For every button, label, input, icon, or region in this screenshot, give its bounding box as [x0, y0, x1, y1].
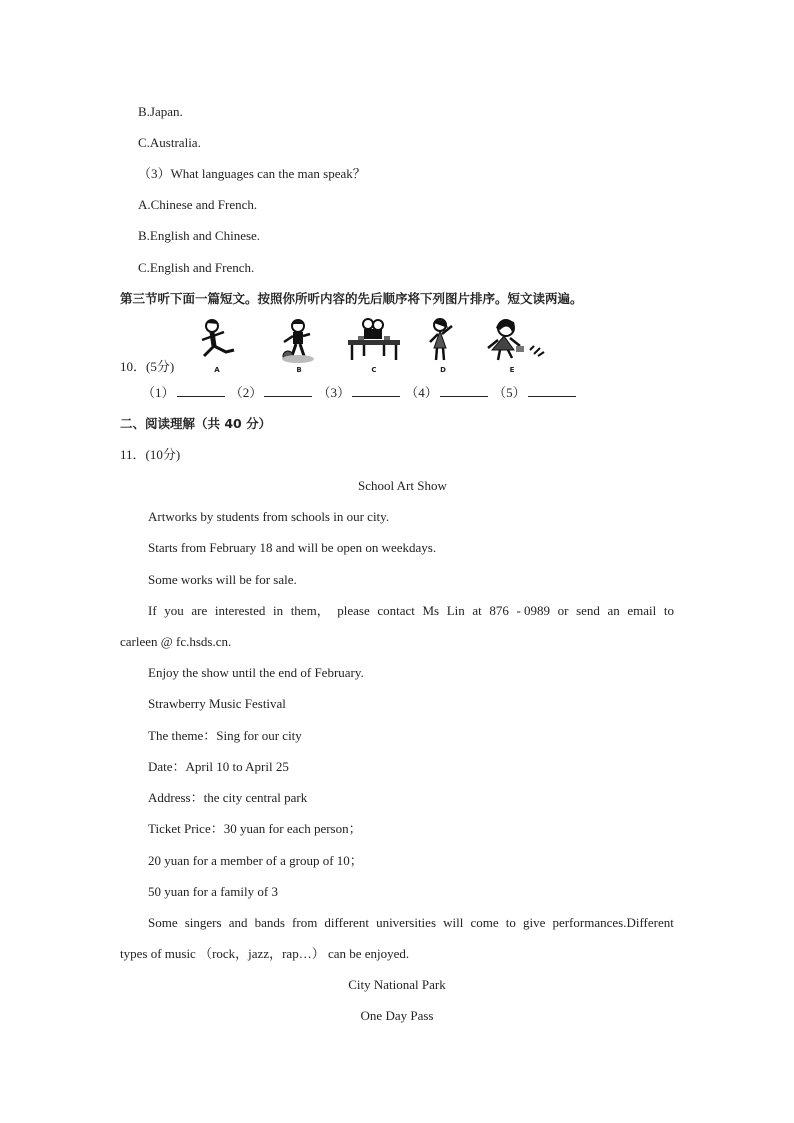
q9-sub3-option-c: C.English and French. — [138, 260, 255, 275]
festival-title: Strawberry Music Festival — [148, 696, 286, 711]
blank-label-1: （1） — [142, 385, 175, 400]
blank-label-3: （3） — [317, 385, 351, 400]
running-child-icon — [192, 316, 242, 366]
answer-blank-3[interactable] — [352, 384, 400, 397]
festival-theme: The theme：Sing for our city — [148, 728, 302, 743]
child-with-ball-icon — [274, 316, 324, 366]
picture-b: B — [274, 316, 324, 372]
answer-blank-2[interactable] — [264, 384, 312, 397]
festival-date: Date：April 10 to April 25 — [148, 759, 289, 774]
q10-answer-blanks — [142, 384, 578, 402]
festival-address: Address：the city central park — [148, 790, 308, 805]
children-at-table-icon — [344, 316, 404, 366]
art-show-line-4: If you are interested in them， please contact Ms Lin at 876 - 0989 or send an email to — [148, 603, 674, 618]
answer-blank-4[interactable] — [440, 384, 488, 397]
art-show-title: School Art Show — [358, 478, 447, 493]
q10-label: 10．(5分) — [120, 359, 175, 374]
girl-playing-icon — [482, 316, 548, 366]
blank-label-2: （2） — [229, 385, 263, 400]
picture-d: D — [418, 316, 468, 372]
picture-c: C — [344, 316, 404, 372]
q9-option-c: C.Australia. — [138, 135, 201, 150]
art-show-line-3: Some works will be for sale. — [148, 572, 297, 587]
festival-ticket-group: 20 yuan for a member of a group of 10； — [148, 853, 363, 868]
answer-blank-1[interactable] — [177, 384, 225, 397]
answer-blank-5[interactable] — [528, 384, 576, 397]
art-show-line-4-cont: carleen @ fc.hsds.cn. — [120, 634, 232, 649]
park-subtitle: One Day Pass — [360, 1008, 434, 1023]
art-show-line-2: Starts from February 18 and will be open on weekdays. — [148, 540, 437, 555]
q9-sub3-option-b: B.English and Chinese. — [138, 228, 261, 243]
park-title: City National Park — [348, 977, 446, 992]
art-show-line-1: Artworks by students from schools in our city. — [148, 509, 390, 524]
q11-label: 11．(10分) — [120, 447, 181, 462]
picture-strip — [192, 316, 552, 372]
q9-option-b: B.Japan. — [138, 104, 183, 119]
part2-heading: 二、阅读理解（共 40 分） — [120, 416, 272, 431]
festival-description: Some singers and bands from different universities will come to give performances.Different — [148, 915, 674, 930]
festival-ticket-price: Ticket Price：30 yuan for each person； — [148, 821, 362, 836]
waving-child-icon — [418, 316, 468, 366]
blank-label-4: （4） — [405, 385, 438, 400]
q9-sub3-question: （3）What languages can the man speak？ — [138, 166, 366, 181]
q9-sub3-option-a: A.Chinese and French. — [138, 197, 258, 212]
picture-e: E — [482, 316, 548, 372]
picture-a: A — [192, 316, 242, 372]
art-show-line-5: Enjoy the show until the end of February. — [148, 665, 364, 680]
festival-ticket-family: 50 yuan for a family of 3 — [148, 884, 278, 899]
festival-description-cont: types of music （rock，jazz，rap…） can be enjoyed. — [120, 946, 410, 961]
blank-label-5: （5） — [493, 385, 526, 400]
section3-instruction: 第三节听下面一篇短文。按照你所听内容的先后顺序将下列图片排序。短文读两遍。 — [120, 291, 583, 306]
